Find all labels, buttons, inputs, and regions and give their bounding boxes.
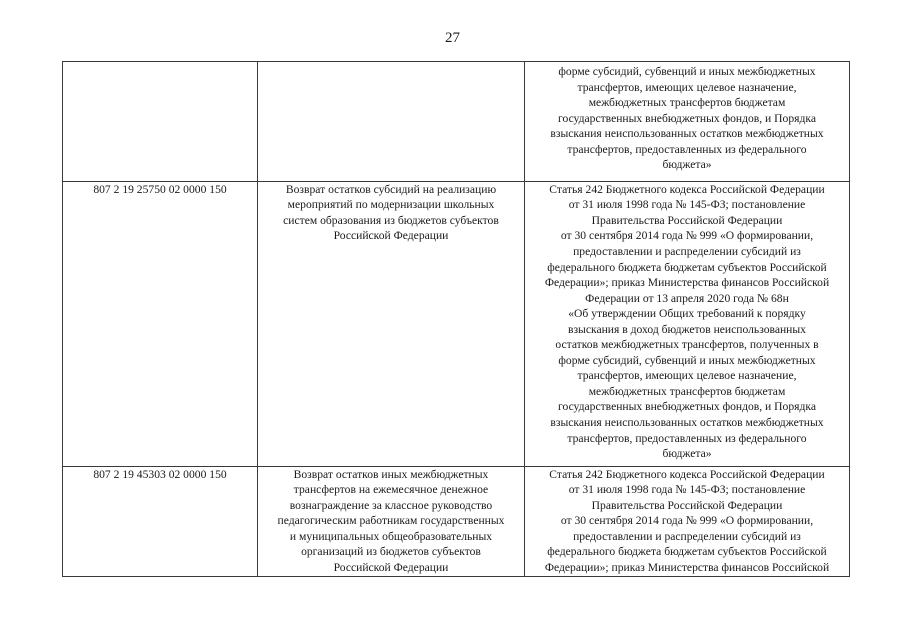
text-line: бюджета» xyxy=(662,447,712,461)
text-line: федерального бюджета бюджетам субъектов Российской xyxy=(547,545,827,559)
text-line: Возврат остатков субсидий на реализацию xyxy=(285,182,497,196)
text-line: трансфертов на ежемесячное денежное xyxy=(293,483,489,497)
revenue-code-cell: 807 2 19 25750 02 0000 150 xyxy=(63,181,258,466)
text-line: и муниципальных общеобразовательных xyxy=(289,529,493,543)
text-line: вознаграждение за классное руководство xyxy=(289,498,493,512)
text-line: межбюджетных трансфертов бюджетам xyxy=(588,384,786,398)
text-line: взыскания неиспользованных остатков межбюджетных xyxy=(550,416,824,430)
text-line: остатков межбюджетных трансфертов, полученных в xyxy=(555,338,819,352)
text-line: систем образования из бюджетов субъектов xyxy=(283,213,499,227)
revenue-code-cell: 807 2 19 45303 02 0000 150 xyxy=(63,466,258,576)
table-row xyxy=(63,466,850,576)
table-row xyxy=(63,181,850,466)
text-line: трансфертов, предоставленных из федерального xyxy=(567,142,807,156)
text-line: федерального бюджета бюджетам субъектов Российской xyxy=(547,260,827,274)
text-line: организаций из бюджетов субъектов xyxy=(301,545,481,559)
text-line: государственных внебюджетных фондов, и Порядка xyxy=(558,111,816,125)
text-line: трансфертов, предоставленных из федерального xyxy=(567,431,807,445)
text-line: от 31 июля 1998 года № 145-ФЗ; постановление xyxy=(568,198,806,212)
description-cell xyxy=(258,181,525,466)
text-line: от 30 сентября 2014 года № 999 «О формировании, xyxy=(560,514,814,528)
text-line: трансфертов, имеющих целевое назначение, xyxy=(577,80,797,94)
revenue-code-cell xyxy=(63,62,258,182)
text-line: форме субсидий, субвенций и иных межбюджетных xyxy=(558,65,816,78)
text-line: взыскания в доход бюджетов неиспользованных xyxy=(568,322,806,336)
description-cell xyxy=(258,62,525,182)
budget-codes-table xyxy=(62,61,850,577)
legal-basis-cell xyxy=(525,62,850,182)
legal-basis-cell xyxy=(525,466,850,576)
text-line: от 30 сентября 2014 года № 999 «О формировании, xyxy=(560,229,814,243)
text-line: Российской Федерации xyxy=(333,560,449,574)
text-line: Статья 242 Бюджетного кодекса Российской Федерации xyxy=(549,467,825,481)
text-line: взыскания неиспользованных остатков межбюджетных xyxy=(550,127,824,141)
text-line: трансфертов, имеющих целевое назначение, xyxy=(577,369,797,383)
text-line: межбюджетных трансфертов бюджетам xyxy=(588,96,786,110)
text-line: бюджета» xyxy=(662,158,712,172)
description-cell xyxy=(258,466,525,576)
text-line: предоставлении и распределении субсидий из xyxy=(573,529,801,543)
text-line: Российской Федерации xyxy=(333,229,449,243)
text-line: мероприятий по модернизации школьных xyxy=(287,198,495,212)
table-row xyxy=(63,62,850,182)
text-line: от 31 июля 1998 года № 145-ФЗ; постановление xyxy=(568,483,806,497)
text-line: предоставлении и распределении субсидий из xyxy=(573,245,801,259)
legal-basis-cell xyxy=(525,181,850,466)
text-line: Возврат остатков иных межбюджетных xyxy=(293,467,489,481)
text-line: Федерации»; приказ Министерства финансов Российской xyxy=(544,560,830,574)
text-line: государственных внебюджетных фондов, и Порядка xyxy=(558,400,816,414)
page-number: 27 xyxy=(445,30,460,46)
text-line: Правительства Российской Федерации xyxy=(591,213,783,227)
text-line: Правительства Российской Федерации xyxy=(591,498,783,512)
text-line: «Об утверждении Общих требований к порядку xyxy=(568,307,806,321)
text-line: Федерации»; приказ Министерства финансов Российской xyxy=(544,276,830,290)
text-line: Статья 242 Бюджетного кодекса Российской Федерации xyxy=(549,182,825,196)
text-line: форме субсидий, субвенций и иных межбюджетных xyxy=(558,353,816,367)
text-line: Федерации от 13 апреля 2020 года № 68н xyxy=(585,291,789,305)
text-line: педагогическим работникам государственных xyxy=(277,514,505,528)
